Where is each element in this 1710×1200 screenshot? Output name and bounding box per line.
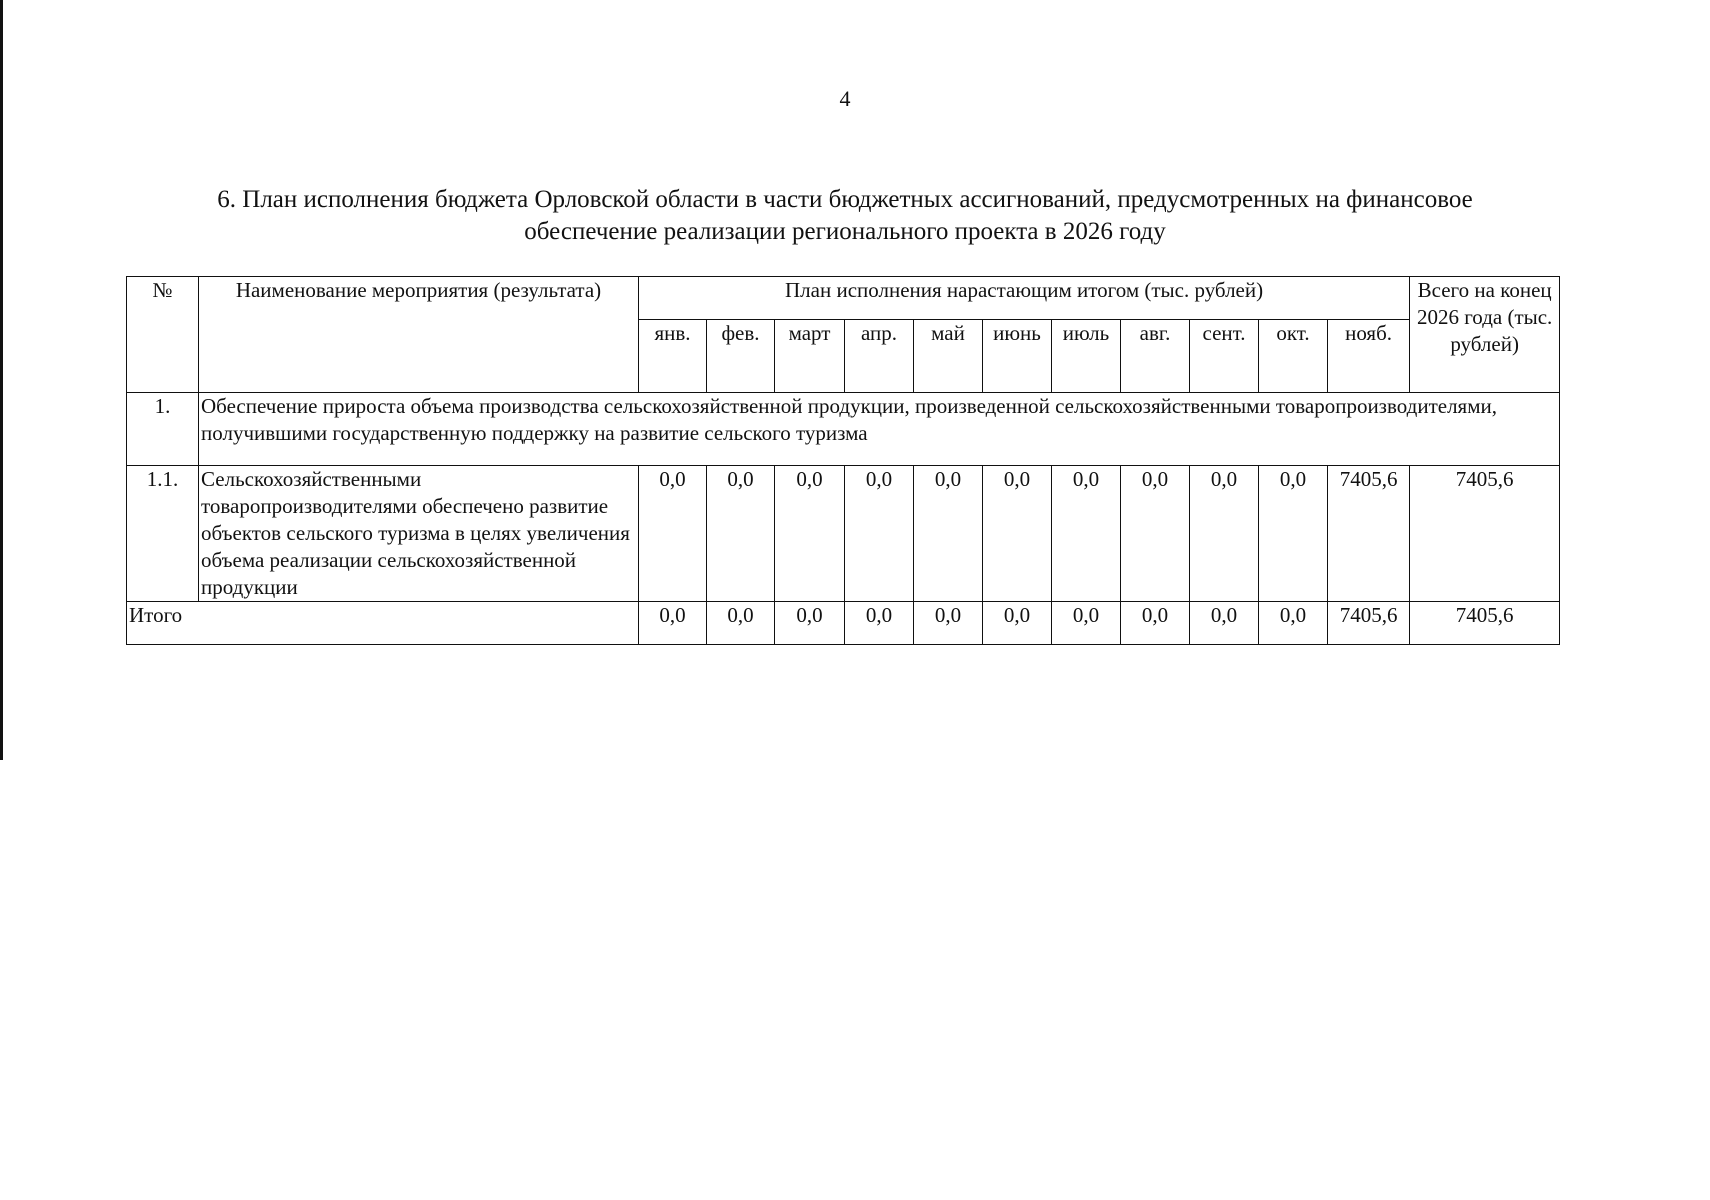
summary-month-value: 0,0 xyxy=(1052,602,1121,645)
item-month-value: 0,0 xyxy=(1052,466,1121,602)
summary-month-value: 0,0 xyxy=(914,602,983,645)
item-month-value: 0,0 xyxy=(845,466,914,602)
header-month: нояб. xyxy=(1328,320,1410,393)
scan-left-edge xyxy=(0,0,3,760)
summary-month-value: 0,0 xyxy=(1190,602,1259,645)
item-number: 1.1. xyxy=(127,466,199,602)
summary-month-value: 0,0 xyxy=(845,602,914,645)
summary-month-value: 0,0 xyxy=(983,602,1052,645)
item-month-value: 0,0 xyxy=(639,466,707,602)
summary-month-value: 0,0 xyxy=(1259,602,1328,645)
section-title xyxy=(130,184,1560,248)
section-title-line-2: обеспечение реализации регионального проекта в 2026 году xyxy=(524,218,1166,245)
summary-month-value: 7405,6 xyxy=(1328,602,1410,645)
group-row xyxy=(127,393,1560,466)
summary-month-value: 0,0 xyxy=(775,602,845,645)
group-number: 1. xyxy=(127,393,199,466)
item-row xyxy=(127,466,1560,602)
summary-label: Итого xyxy=(127,602,639,645)
header-month: авг. xyxy=(1121,320,1190,393)
header-month: март xyxy=(775,320,845,393)
header-month: апр. xyxy=(845,320,914,393)
item-name: Сельскохозяйственными товаропроизводителями обеспечено развитие объектов сельского туризма в целях увеличения объема реализации сельскохозяйственной продукции xyxy=(199,466,639,602)
group-description: Обеспечение прироста объема производства сельскохозяйственной продукции, произведенной сельскохозяйственными товаропроизводителями, получившими государственную поддержку на развитие сельского туризма xyxy=(199,393,1560,466)
item-month-value: 0,0 xyxy=(775,466,845,602)
header-month: фев. xyxy=(707,320,775,393)
page-number: 4 xyxy=(839,86,851,111)
item-month-value: 0,0 xyxy=(914,466,983,602)
summary-row xyxy=(127,602,1560,645)
header-month: окт. xyxy=(1259,320,1328,393)
header-month: май xyxy=(914,320,983,393)
item-month-value: 0,0 xyxy=(707,466,775,602)
header-number: № xyxy=(127,277,199,393)
header-row-1 xyxy=(127,277,1560,320)
item-month-value: 0,0 xyxy=(1190,466,1259,602)
item-month-value: 0,0 xyxy=(1121,466,1190,602)
section-title-line-1: 6. План исполнения бюджета Орловской области в части бюджетных ассигнований, предусмотренных на финансовое xyxy=(217,186,1473,213)
header-month: янв. xyxy=(639,320,707,393)
header-month: июль xyxy=(1052,320,1121,393)
header-month: июнь xyxy=(983,320,1052,393)
header-total-end-2026: Всего на конец 2026 года (тыс. рублей) xyxy=(1410,277,1560,393)
summary-month-value: 0,0 xyxy=(639,602,707,645)
item-month-value: 0,0 xyxy=(1259,466,1328,602)
item-month-value: 7405,6 xyxy=(1328,466,1410,602)
header-month: сент. xyxy=(1190,320,1259,393)
header-plan-cumulative: План исполнения нарастающим итогом (тыс. рублей) xyxy=(639,277,1410,320)
item-total-value: 7405,6 xyxy=(1410,466,1560,602)
summary-month-value: 0,0 xyxy=(707,602,775,645)
item-month-value: 0,0 xyxy=(983,466,1052,602)
summary-month-value: 0,0 xyxy=(1121,602,1190,645)
budget-plan-table xyxy=(126,276,1560,645)
header-activity-name: Наименование мероприятия (результата) xyxy=(199,277,639,393)
summary-total-value: 7405,6 xyxy=(1410,602,1560,645)
